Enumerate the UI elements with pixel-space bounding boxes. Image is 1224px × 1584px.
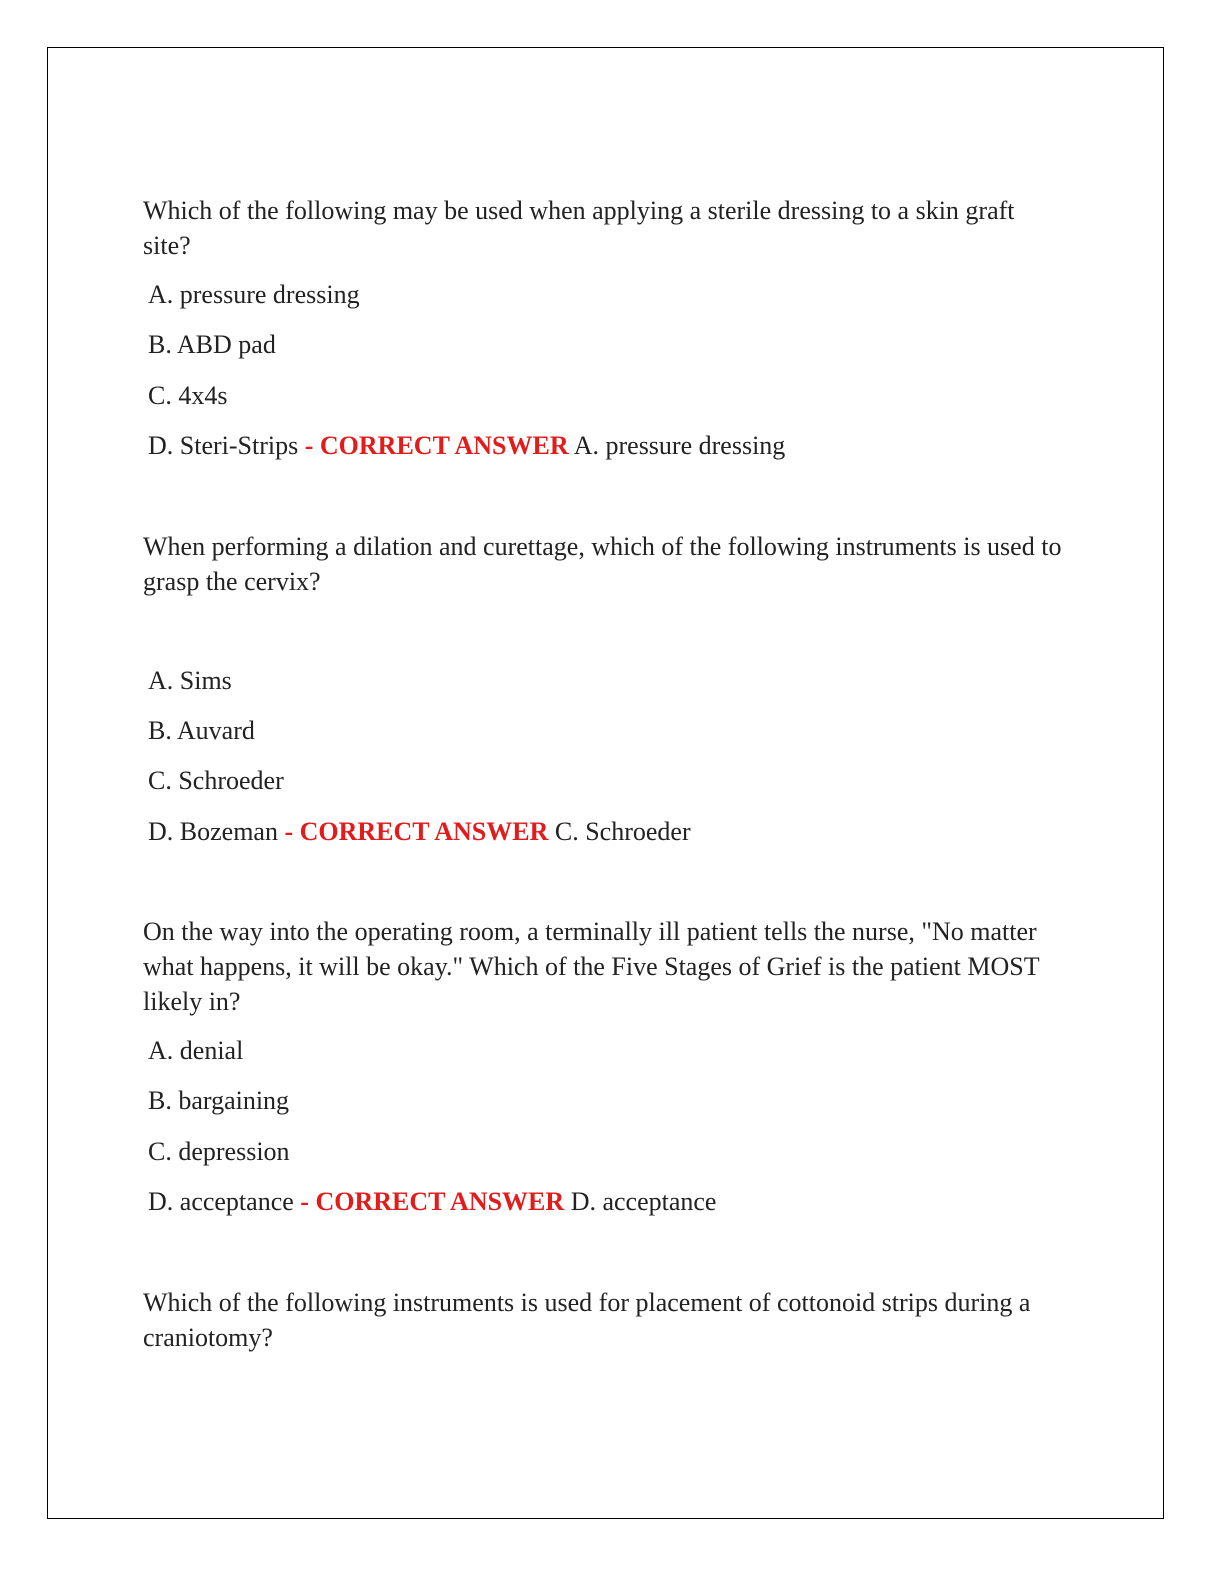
- correct-answer-marker: - CORRECT ANSWER: [304, 431, 569, 460]
- question-3-text: On the way into the operating room, a terminally ill patient tells the nurse, "No matter what happens, it will be okay." Which of the Five Stages of Grief is the patient MOST likely in?: [143, 917, 1040, 1016]
- question-3-answer: D. acceptance: [570, 1187, 717, 1216]
- question-2-option-a: A. Sims: [148, 666, 232, 695]
- question-4-text: Which of the following instruments is used for placement of cottonoid strips during a craniotomy?: [143, 1288, 1031, 1352]
- correct-answer-marker: - CORRECT ANSWER: [300, 1187, 565, 1216]
- question-1-answer: A. pressure dressing: [573, 431, 786, 460]
- question-3-option-a: A. denial: [148, 1036, 244, 1065]
- question-1-option-d: D. Steri-Strips: [148, 431, 299, 460]
- question-3-option-d: D. acceptance: [148, 1187, 294, 1216]
- question-1-text: Which of the following may be used when applying a sterile dressing to a skin graft site?: [143, 196, 1015, 260]
- question-1-option-b: B. ABD pad: [148, 330, 276, 359]
- correct-answer-marker: - CORRECT ANSWER: [284, 817, 549, 846]
- question-2-text: When performing a dilation and curettage, which of the following instruments is used to grasp the cervix?: [143, 532, 1062, 596]
- question-3-option-b: B. bargaining: [148, 1086, 290, 1115]
- question-2-answer: C. Schroeder: [554, 817, 691, 846]
- question-1-option-c: C. 4x4s: [148, 381, 228, 410]
- question-2-option-d-line: [148, 814, 691, 849]
- question-3-option-d-line: [148, 1184, 716, 1219]
- question-2-option-b: B. Auvard: [148, 716, 255, 745]
- question-1-option-a: A. pressure dressing: [148, 280, 360, 309]
- question-3-option-c: C. depression: [148, 1137, 290, 1166]
- question-2-option-d: D. Bozeman: [148, 817, 278, 846]
- question-2-option-c: C. Schroeder: [148, 766, 284, 795]
- question-1-option-d-line: [148, 428, 785, 463]
